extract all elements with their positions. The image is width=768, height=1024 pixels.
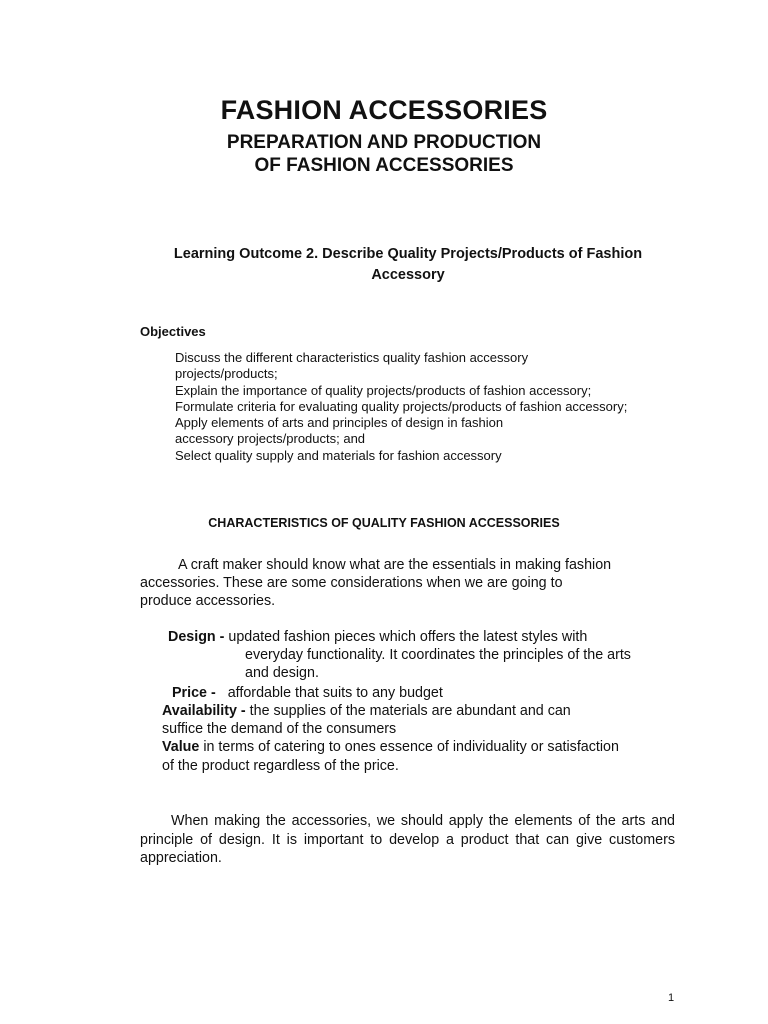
- intro-line-text: A craft maker should know what are the essentials in making fashion: [178, 557, 612, 573]
- document-subtitle-line-1: PREPARATION AND PRODUCTION: [226, 132, 542, 153]
- objective-line: Select quality supply and materials for fashion accessory: [175, 447, 502, 463]
- section-heading: CHARACTERISTICS OF QUALITY FASHION ACCESSORIES: [208, 516, 560, 530]
- intro-line: accessories. These are some considerations when we are going to: [140, 575, 563, 591]
- price-item: [172, 684, 443, 702]
- value-continuation: of the product regardless of the price.: [162, 758, 399, 774]
- availability-text: the supplies of the materials are abundant and can: [245, 703, 571, 719]
- intro-line: produce accessories.: [140, 593, 276, 609]
- availability-continuation: suffice the demand of the consumers: [162, 721, 397, 737]
- value-text: in terms of catering to ones essence of individuality or satisfaction: [199, 739, 619, 755]
- objective-line: Discuss the different characteristics quality fashion accessory: [175, 350, 529, 365]
- value-item: [162, 738, 619, 756]
- objectives-list: [175, 350, 627, 464]
- objective-line: projects/products;: [175, 366, 278, 382]
- document-title: FASHION ACCESSORIES: [220, 95, 548, 125]
- closing-paragraph: When making the accessories, we should apply the elements of the arts and principle of design. It is important to develop a product that can give customers appreciation.: [140, 813, 675, 866]
- design-item: [168, 628, 587, 646]
- document-subtitle-line-2: OF FASHION ACCESSORIES: [254, 155, 514, 176]
- objective-line: Formulate criteria for evaluating quality projects/products of fashion accessory;: [175, 398, 628, 414]
- design-term: Design -: [168, 629, 225, 645]
- price-text: affordable that suits to any budget: [227, 685, 443, 701]
- objective-line: accessory projects/products; and: [175, 431, 366, 447]
- intro-paragraph: [140, 556, 611, 610]
- objectives-heading: Objectives: [140, 324, 206, 339]
- design-cont-line: everyday functionality. It coordinates the principles of the arts: [245, 647, 631, 663]
- availability-item: [162, 702, 571, 720]
- price-term: Price -: [172, 685, 216, 701]
- page-number: 1: [668, 992, 675, 1004]
- availability-term: Availability -: [162, 703, 246, 719]
- learning-outcome: Learning Outcome 2. Describe Quality Projects/Products of Fashion Accessory: [173, 246, 643, 283]
- objective-line: Apply elements of arts and principles of design in fashion: [175, 415, 504, 431]
- objective-line: Explain the importance of quality projects/products of fashion accessory;: [175, 382, 592, 398]
- value-term: Value: [162, 739, 200, 755]
- intro-line: [140, 556, 611, 574]
- design-cont-line: and design.: [245, 665, 319, 681]
- design-continuation: [245, 646, 631, 682]
- design-text: updated fashion pieces which offers the latest styles with: [224, 629, 588, 645]
